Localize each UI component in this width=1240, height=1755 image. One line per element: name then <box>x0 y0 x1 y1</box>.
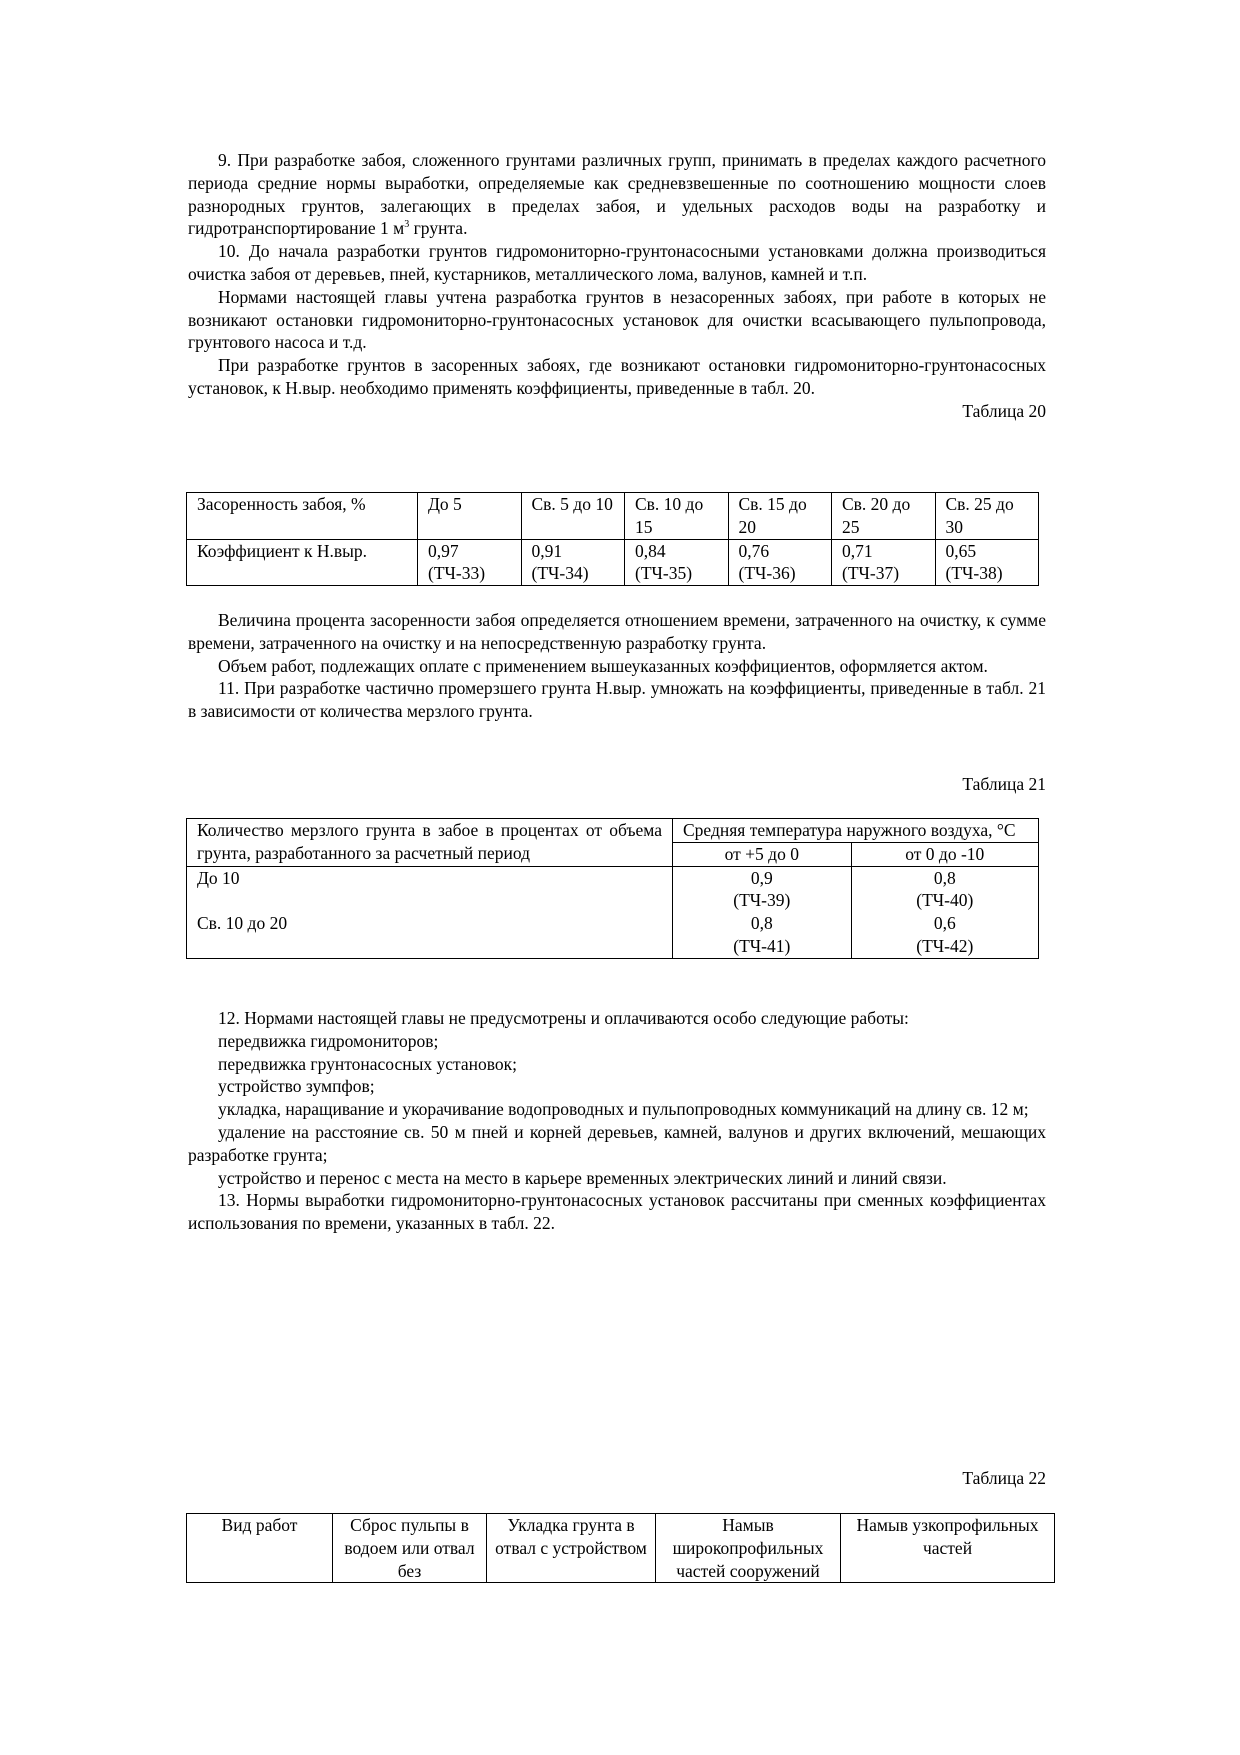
table-row <box>187 866 1039 958</box>
paragraph: Объем работ, подлежащих оплате с применением вышеуказанных коэффициентов, оформляется актом. <box>218 655 988 676</box>
code: (ТЧ-39) <box>733 890 791 911</box>
value: 0,9 <box>750 867 773 888</box>
paragraph-9 <box>188 149 1046 240</box>
table-cell <box>187 866 673 958</box>
section-a <box>188 149 1046 423</box>
table-cell: Количество мерзлого грунта в забое в процентах от объема грунта, разработанного за расчетный период <box>187 819 673 867</box>
paragraph-12: 12. Нормами настоящей главы не предусмотрены и оплачиваются особо следующие работы: <box>218 1008 909 1028</box>
table-cell: Св. 15 до 20 <box>728 493 832 540</box>
p9-text: 9. При разработке забоя, сложенного грунтами различных групп, принимать в пределах каждого расчетного периода средние нормы выработки, определяемые как средневзвешенные по соотношению мощности слоев разнородных грунтов, залегающих в пределах забоя, и удельных расходов воды на разработку и гидротранспортирование 1 м <box>188 150 1046 239</box>
table-cell: от 0 до -10 <box>851 842 1038 866</box>
paragraph: Величина процента засоренности забоя определяется отношением времени, затраченного на очистку, к сумме времени, затраченного на очистку и на непосредственную разработку грунта. <box>188 610 1046 653</box>
table-cell: До 5 <box>418 493 522 540</box>
row-label: Св. 10 до 20 <box>197 913 288 934</box>
table-cell: 0,71 (ТЧ-37) <box>832 539 936 586</box>
paragraph: При разработке грунтов в засоренных забоях, где возникают остановки гидромониторно-грунтонасосных установок, к Н.выр. необходимо применять коэффициенты, приведенные в табл. 20. <box>188 355 1046 398</box>
table-cell: Коэффициент к Н.выр. <box>187 539 418 586</box>
table-cell: Засоренность забоя, % <box>187 493 418 540</box>
superscript: 3 <box>404 219 410 231</box>
table-cell: 0,97 (ТЧ-33) <box>418 539 522 586</box>
value: 0,8 <box>933 867 956 888</box>
table-cell: Св. 25 до 30 <box>935 493 1039 540</box>
table-cell: Намыв широкопрофильных частей сооружений <box>656 1514 841 1583</box>
table-row <box>187 819 1039 843</box>
table-cell: 0,84 (ТЧ-35) <box>625 539 729 586</box>
paragraph-11: 11. При разработке частично промерзшего грунта Н.выр. умножать на коэффициенты, приведенные в табл. 21 в зависимости от количества мерзлого грунта. <box>188 678 1046 722</box>
table-21 <box>186 818 1039 959</box>
table-cell: 0,91 (ТЧ-34) <box>521 539 625 586</box>
list-item: укладка, наращивание и укорачивание водопроводных и пульпопроводных коммуникаций на длину св. 12 м; <box>218 1099 1029 1120</box>
list-item: передвижка гидромониторов; <box>218 1030 439 1051</box>
table-cell: 0,76 (ТЧ-36) <box>728 539 832 586</box>
row-label: До 10 <box>197 867 240 888</box>
value: 0,8 <box>750 913 773 934</box>
table-cell <box>673 866 852 958</box>
list-item: передвижка грунтонасосных установок; <box>218 1053 518 1074</box>
paragraph-10: 10. До начала разработки грунтов гидромониторно-грунтонасосными установками должна производиться очистка забоя от деревьев, пней, кустарников, металлического лома, валунов, камней и т.п. <box>188 241 1046 284</box>
table-cell: Св. 20 до 25 <box>832 493 936 540</box>
table-cell: Св. 10 до 15 <box>625 493 729 540</box>
paragraph-13: 13. Нормы выработки гидромониторно-грунтонасосных установок рассчитаны при сменных коэффициентах использования по времени, указанных в табл. 22. <box>188 1190 1046 1234</box>
list-item: устройство зумпфов; <box>218 1076 375 1097</box>
code: (ТЧ-41) <box>733 935 791 956</box>
table-row <box>187 493 1039 540</box>
table-22 <box>186 1513 1055 1583</box>
list-item: устройство и перенос с места на место в карьере временных электрических линий и линий связи. <box>218 1167 947 1188</box>
table22-caption: Таблица 22 <box>962 1468 1046 1488</box>
list-item: удаление на расстояние св. 50 м пней и корней деревьев, камней, валунов и других включений, мешающих разработке грунта; <box>188 1121 1046 1165</box>
table-cell: Сброс пульпы в водоем или отвал без <box>333 1514 487 1583</box>
table-cell: Укладка грунта в отвал с устройством <box>487 1514 656 1583</box>
p9-tail: грунта. <box>409 218 468 239</box>
table-cell: Средняя температура наружного воздуха, °С <box>673 819 1039 843</box>
table-row <box>187 1514 1055 1583</box>
table-cell: Намыв узкопрофильных частей <box>841 1514 1055 1583</box>
value: 0,6 <box>933 913 956 934</box>
table-cell: 0,65 (ТЧ-38) <box>935 539 1039 586</box>
section-c <box>188 1007 1046 1235</box>
table-cell: Вид работ <box>187 1514 333 1583</box>
section-b <box>188 609 1046 723</box>
paragraph: Нормами настоящей главы учтена разработка грунтов в незасоренных забоях, при работе в которых не возникают остановки гидромониторно-грунтонасосных установок для очистки всасывающего пульпопровода, грунтового насоса и т.д. <box>188 286 1046 353</box>
code: (ТЧ-40) <box>916 890 974 911</box>
table-20 <box>186 492 1039 586</box>
code: (ТЧ-42) <box>916 935 974 956</box>
table-cell: от +5 до 0 <box>673 842 852 866</box>
table-cell <box>851 866 1038 958</box>
table20-caption: Таблица 20 <box>962 400 1046 421</box>
table21-caption: Таблица 21 <box>962 774 1046 794</box>
table-row <box>187 539 1039 586</box>
table-cell: Св. 5 до 10 <box>521 493 625 540</box>
